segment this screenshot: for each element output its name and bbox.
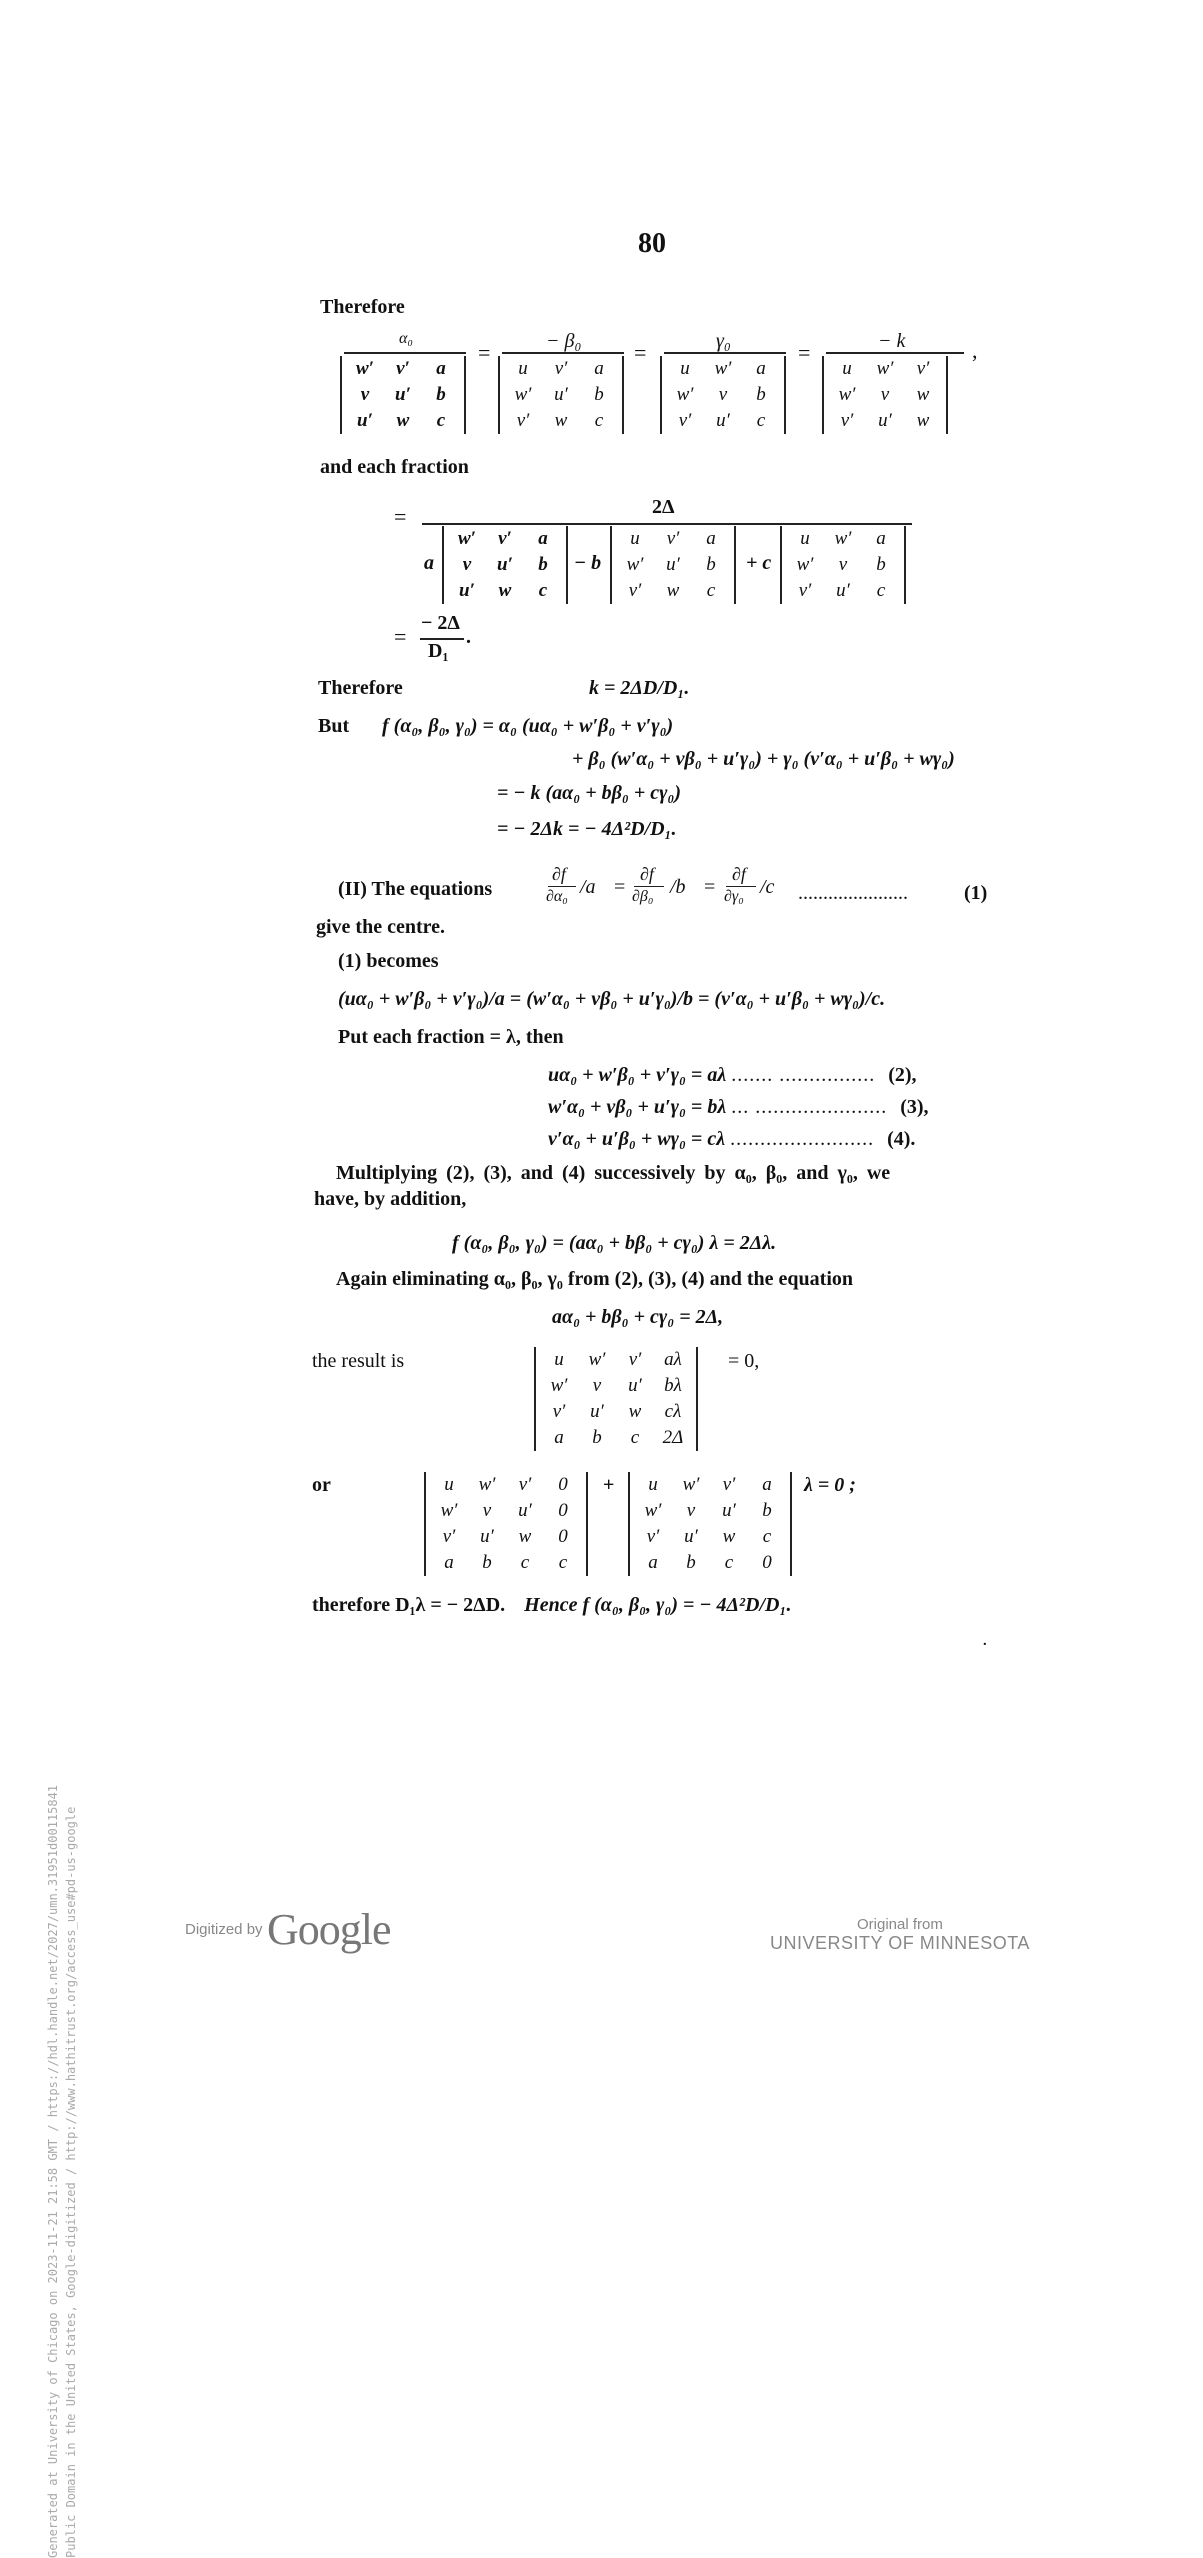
determinant-row (540, 1373, 692, 1399)
determinant-8 (534, 1347, 698, 1451)
determinant-cell: v′ (518, 1474, 532, 1495)
determinant-row (634, 1550, 786, 1576)
but-line-3: = − k (aα₀ + bβ₀ + cγ₀) (497, 782, 682, 804)
determinant-cell: v′ (840, 410, 854, 431)
determinant-2 (498, 356, 624, 434)
equation-tag-3: (3), (900, 1096, 929, 1118)
determinant-cell: c (724, 1552, 734, 1573)
determinant-cell: v′ (396, 358, 410, 379)
partial-bar-3 (726, 886, 756, 887)
determinant-row (504, 408, 618, 434)
equation-tag-2: (2), (888, 1064, 917, 1086)
fraction4-numerator: − k (878, 330, 906, 352)
determinant-row (616, 552, 730, 578)
determinant-cell: c (706, 580, 716, 601)
determinant-cell: w′ (676, 384, 694, 405)
determinant-row (540, 1347, 692, 1373)
determinant-cell: u′ (722, 1500, 736, 1521)
df-2: ∂f (640, 864, 654, 884)
again-eliminating: Again eliminating α₀, β₀, γ₀ from (2), (3), (4) and the equation (336, 1268, 854, 1290)
determinant-cell: c (630, 1427, 640, 1448)
determinant-row (448, 526, 562, 552)
determinant-cell: u′ (459, 580, 475, 601)
determinant-cell: w (498, 580, 512, 601)
determinant-row (634, 1498, 786, 1524)
equation-3 (548, 1096, 929, 1119)
determinant-cell: b (762, 1500, 772, 1521)
dots-leader: ... ...................... (731, 1096, 888, 1118)
final-hence-text: Hence f (α₀, β₀, γ₀) = − 4Δ²D/D₁. (524, 1594, 792, 1616)
determinant-row (504, 356, 618, 382)
determinant-cell: u′ (497, 554, 513, 575)
d1-denominator: D₁ (428, 640, 449, 662)
determinant-7 (780, 526, 906, 604)
determinant-cell: c (520, 1552, 530, 1573)
determinant-cell: u (444, 1474, 454, 1495)
equation-4-lhs: v′α₀ + u′β₀ + wγ₀ = cλ (548, 1128, 726, 1150)
determinant-row (448, 578, 562, 604)
coef-minus-b: − b (574, 552, 602, 574)
determinant-cell: v′ (552, 1401, 566, 1422)
determinant-cell: b (594, 384, 604, 405)
determinant-cell: u (518, 358, 528, 379)
dots-leader: ...................... (798, 882, 908, 904)
equation-tag-1: (1) (964, 882, 988, 904)
equals-sign: = (394, 624, 407, 649)
determinant-cell: a (444, 1552, 454, 1573)
determinant-6 (610, 526, 736, 604)
or-label: or (312, 1474, 331, 1496)
df-3: ∂f (732, 864, 746, 884)
equals-sign: = (798, 340, 811, 365)
final-therefore (312, 1594, 791, 1617)
determinant-cell: w′ (876, 358, 894, 379)
give-the-centre: give the centre. (316, 916, 446, 938)
lambda-equals-zero: λ = 0 ; (804, 1474, 856, 1496)
therefore-label-2: Therefore (318, 677, 403, 699)
put-each-fraction: Put each fraction = λ, then (338, 1026, 564, 1048)
and-each-fraction: and each fraction (320, 456, 469, 478)
determinant-cell: a (594, 358, 604, 379)
determinant-cell: v (880, 384, 890, 405)
determinant-cell: u′ (395, 384, 411, 405)
dots-leader: ....... ................ (731, 1064, 876, 1086)
determinant-cell: b (706, 554, 716, 575)
determinant-cell: w′ (457, 528, 477, 549)
equals-sign: = (614, 876, 626, 898)
f-addition-equation: f (α₀, β₀, γ₀) = (aα₀ + bβ₀ + cγ₀) λ = 2Δλ. (452, 1232, 777, 1254)
d-beta: ∂β₀ (632, 888, 654, 905)
determinant-cell: v (838, 554, 848, 575)
but-line-4: = − 2Δk = − 4Δ²D/D₁. (497, 818, 677, 840)
determinant-cell: v (718, 384, 728, 405)
determinant-cell: bλ (664, 1375, 682, 1396)
determinant-cell: w′ (644, 1500, 662, 1521)
dots-leader: ........................ (730, 1128, 875, 1150)
determinant-cell: c (436, 410, 446, 431)
over-c: /c (760, 876, 775, 898)
determinant-cell: w′ (714, 358, 732, 379)
but-line-2: + β₀ (w′α₀ + vβ₀ + u′γ₀) + γ₀ (v′α₀ + u′β₀ + wγ₀) (572, 748, 955, 770)
determinant-cell: u′ (480, 1526, 494, 1547)
determinant-cell: v (462, 554, 472, 575)
becomes-equation: (uα₀ + w′β₀ + v′γ₀)/a = (w′α₀ + vβ₀ + u′γ₀)/b = (v′α₀ + u′β₀ + wγ₀)/c. (338, 988, 886, 1010)
determinant-row (430, 1550, 582, 1576)
determinant-cell: w′ (588, 1349, 606, 1370)
determinant-cell: c (756, 410, 766, 431)
determinant-row (504, 382, 618, 408)
determinant-cell: u (800, 528, 810, 549)
determinant-cell: b (686, 1552, 696, 1573)
determinant-row (666, 356, 780, 382)
multiplying-line-1: Multiplying (2), (3), and (4) successively by α₀, β₀, and γ₀, we (336, 1162, 891, 1184)
determinant-cell: u (842, 358, 852, 379)
determinant-cell: v′ (442, 1526, 456, 1547)
determinant-row (828, 408, 942, 434)
university-name: UNIVERSITY OF MINNESOTA (770, 1933, 1030, 1953)
determinant-cell: 2Δ (662, 1427, 684, 1448)
determinant-cell: w′ (478, 1474, 496, 1495)
determinant-cell: a (538, 528, 548, 549)
determinant-cell: v (592, 1375, 602, 1396)
determinant-cell: 0 (558, 1500, 568, 1521)
determinant-cell: w′ (514, 384, 532, 405)
determinant-cell: u′ (554, 384, 568, 405)
determinant-cell: 0 (558, 1474, 568, 1495)
equals-zero: = 0, (728, 1350, 760, 1372)
determinant-cell: w′ (626, 554, 644, 575)
equation-3-lhs: w′α₀ + vβ₀ + u′γ₀ = bλ (548, 1096, 727, 1118)
fraction1-bar (344, 352, 466, 354)
determinant-cell: 0 (762, 1552, 772, 1573)
determinant-row (786, 578, 900, 604)
d-gamma: ∂γ₀ (724, 888, 744, 905)
determinant-cell: b (876, 554, 886, 575)
multiplying-line-2: have, by addition, (314, 1188, 467, 1210)
determinant-cell: w (916, 384, 930, 405)
df-1: ∂f (552, 864, 566, 884)
determinant-cell: w (916, 410, 930, 431)
determinant-cell: v′ (916, 358, 930, 379)
fraction3-bar (664, 352, 786, 354)
determinant-cell: b (756, 384, 766, 405)
digitized-by-google (185, 1904, 391, 1955)
over-b: /b (670, 876, 686, 898)
equals-sign: = (634, 340, 647, 365)
fraction-big-bar (422, 523, 912, 525)
partial-bar-2 (634, 886, 664, 887)
determinant-row (786, 552, 900, 578)
equation-2-lhs: uα₀ + w′β₀ + v′γ₀ = aλ (548, 1064, 727, 1086)
determinant-cell: b (482, 1552, 492, 1573)
final-therefore-text: therefore D₁λ = − 2ΔD. (312, 1594, 506, 1616)
determinant-cell: w (518, 1526, 532, 1547)
sidebar-line-2: Public Domain in the United States, Google-digitized / http://www.hathitrust.org/access_use#pd-us-google (64, 1806, 78, 2558)
determinant-cell: c (876, 580, 886, 601)
sidebar-watermark (44, 958, 80, 2558)
determinant-cell: u′ (666, 554, 680, 575)
determinant-cell: u′ (878, 410, 892, 431)
again-equation: aα₀ + bβ₀ + cγ₀ = 2Δ, (552, 1306, 724, 1328)
determinant-row (634, 1524, 786, 1550)
determinant-cell: u′ (518, 1500, 532, 1521)
determinant-cell: v′ (628, 580, 642, 601)
determinant-cell: v (686, 1500, 696, 1521)
determinant-row (616, 578, 730, 604)
plus-sign: + (603, 1474, 615, 1496)
determinant-10 (628, 1472, 792, 1576)
determinant-cell: v′ (678, 410, 692, 431)
partial-bar-1 (548, 886, 576, 887)
determinant-cell: w (554, 410, 568, 431)
determinant-row (540, 1399, 692, 1425)
determinant-5 (442, 526, 568, 604)
determinant-cell: v′ (798, 580, 812, 601)
comma: , (972, 338, 978, 363)
fraction2-bar (502, 352, 624, 354)
determinant-cell: cλ (664, 1401, 682, 1422)
determinant-cell: 0 (558, 1526, 568, 1547)
original-from-text: Original from (857, 1916, 943, 1933)
determinant-row (666, 408, 780, 434)
determinant-cell: v′ (628, 1349, 642, 1370)
determinant-cell: a (648, 1552, 658, 1573)
determinant-row (430, 1472, 582, 1498)
determinant-row (346, 408, 460, 434)
one-becomes: (1) becomes (338, 950, 439, 972)
fraction1-numerator: α₀ (399, 330, 413, 347)
determinant-row (828, 356, 942, 382)
determinant-cell: w′ (550, 1375, 568, 1396)
determinant-cell: w (396, 410, 410, 431)
determinant-row (448, 552, 562, 578)
determinant-cell: a (554, 1427, 564, 1448)
stray-dot: · (982, 1634, 988, 1655)
period: . (466, 626, 471, 648)
the-result-is: the result is (312, 1350, 405, 1372)
sidebar-line-1: Generated at University of Chicago on 2023-11-21 21:58 GMT / https://hdl.handle.net/2027/umn.31951d00115841 (46, 1784, 60, 2558)
determinant-cell: u (554, 1349, 564, 1370)
determinant-cell: v′ (666, 528, 680, 549)
determinant-cell: v (482, 1500, 492, 1521)
determinant-cell: w (666, 580, 680, 601)
digitized-by-text: Digitized by (185, 1921, 263, 1938)
determinant-cell: a (436, 358, 446, 379)
minus-two-delta: − 2Δ (421, 612, 460, 634)
determinant-cell: v′ (516, 410, 530, 431)
determinant-cell: c (762, 1526, 772, 1547)
two-delta-numerator: 2Δ (652, 496, 675, 518)
coef-a: a (424, 552, 434, 574)
determinant-cell: u (630, 528, 640, 549)
equals-sign: = (704, 876, 716, 898)
fraction2-numerator: − β₀ (546, 330, 582, 352)
determinant-row (346, 356, 460, 382)
determinant-cell: w′ (440, 1500, 458, 1521)
determinant-cell: u′ (684, 1526, 698, 1547)
determinant-row (828, 382, 942, 408)
determinant-cell: a (706, 528, 716, 549)
determinant-cell: a (876, 528, 886, 549)
equation-4 (548, 1128, 915, 1151)
determinant-cell: w′ (838, 384, 856, 405)
determinant-cell: b (592, 1427, 602, 1448)
determinant-cell: u′ (716, 410, 730, 431)
determinant-3 (660, 356, 786, 434)
equation-2 (548, 1064, 917, 1087)
determinant-cell: v′ (646, 1526, 660, 1547)
determinant-row (666, 382, 780, 408)
determinant-cell: u (680, 358, 690, 379)
determinant-cell: w′ (796, 554, 814, 575)
equation-tag-4: (4). (887, 1128, 916, 1150)
determinant-1 (340, 356, 466, 434)
determinant-cell: aλ (664, 1349, 682, 1370)
coef-plus-c: + c (746, 552, 772, 574)
determinant-cell: b (538, 554, 548, 575)
determinant-cell: v′ (554, 358, 568, 379)
determinant-cell: c (558, 1552, 568, 1573)
determinant-row (430, 1524, 582, 1550)
d-alpha: ∂α₀ (546, 888, 568, 905)
fraction3-numerator: γ₀ (716, 330, 731, 352)
determinant-row (634, 1472, 786, 1498)
determinant-cell: u′ (357, 410, 373, 431)
fraction4-bar (826, 352, 964, 354)
partial-derivative-equation (546, 864, 826, 920)
determinant-row (346, 382, 460, 408)
determinant-cell: c (594, 410, 604, 431)
determinant-cell: u (648, 1474, 658, 1495)
determinant-9 (424, 1472, 588, 1576)
google-logo: Google (267, 1905, 391, 1954)
determinant-4 (822, 356, 948, 434)
over-a: /a (580, 876, 596, 898)
determinant-row (616, 526, 730, 552)
determinant-cell: u′ (836, 580, 850, 601)
determinant-cell: w′ (834, 528, 852, 549)
determinant-cell: w (722, 1526, 736, 1547)
therefore-label: Therefore (320, 296, 405, 318)
determinant-row (540, 1425, 692, 1451)
determinant-cell: w′ (682, 1474, 700, 1495)
k-equation: k = 2ΔD/D₁. (589, 677, 690, 699)
determinant-cell: a (762, 1474, 772, 1495)
section-ii-label: (II) The equations (338, 878, 493, 900)
but-line-1: f (α₀, β₀, γ₀) = α₀ (uα₀ + w′β₀ + v′γ₀) (382, 715, 674, 737)
equals-sign: = (478, 340, 491, 365)
determinant-cell: w (628, 1401, 642, 1422)
determinant-cell: v (360, 384, 370, 405)
determinant-cell: b (436, 384, 446, 405)
determinant-cell: v′ (498, 528, 512, 549)
determinant-cell: u′ (590, 1401, 604, 1422)
but-label: But (318, 715, 350, 737)
determinant-cell: u′ (628, 1375, 642, 1396)
determinant-cell: a (756, 358, 766, 379)
determinant-row (430, 1498, 582, 1524)
determinant-row (786, 526, 900, 552)
determinant-cell: w′ (355, 358, 375, 379)
determinant-cell: v′ (722, 1474, 736, 1495)
equals-sign: = (394, 504, 407, 529)
page-number: 80 (638, 228, 666, 259)
determinant-cell: c (538, 580, 548, 601)
original-from (770, 1916, 1030, 1954)
